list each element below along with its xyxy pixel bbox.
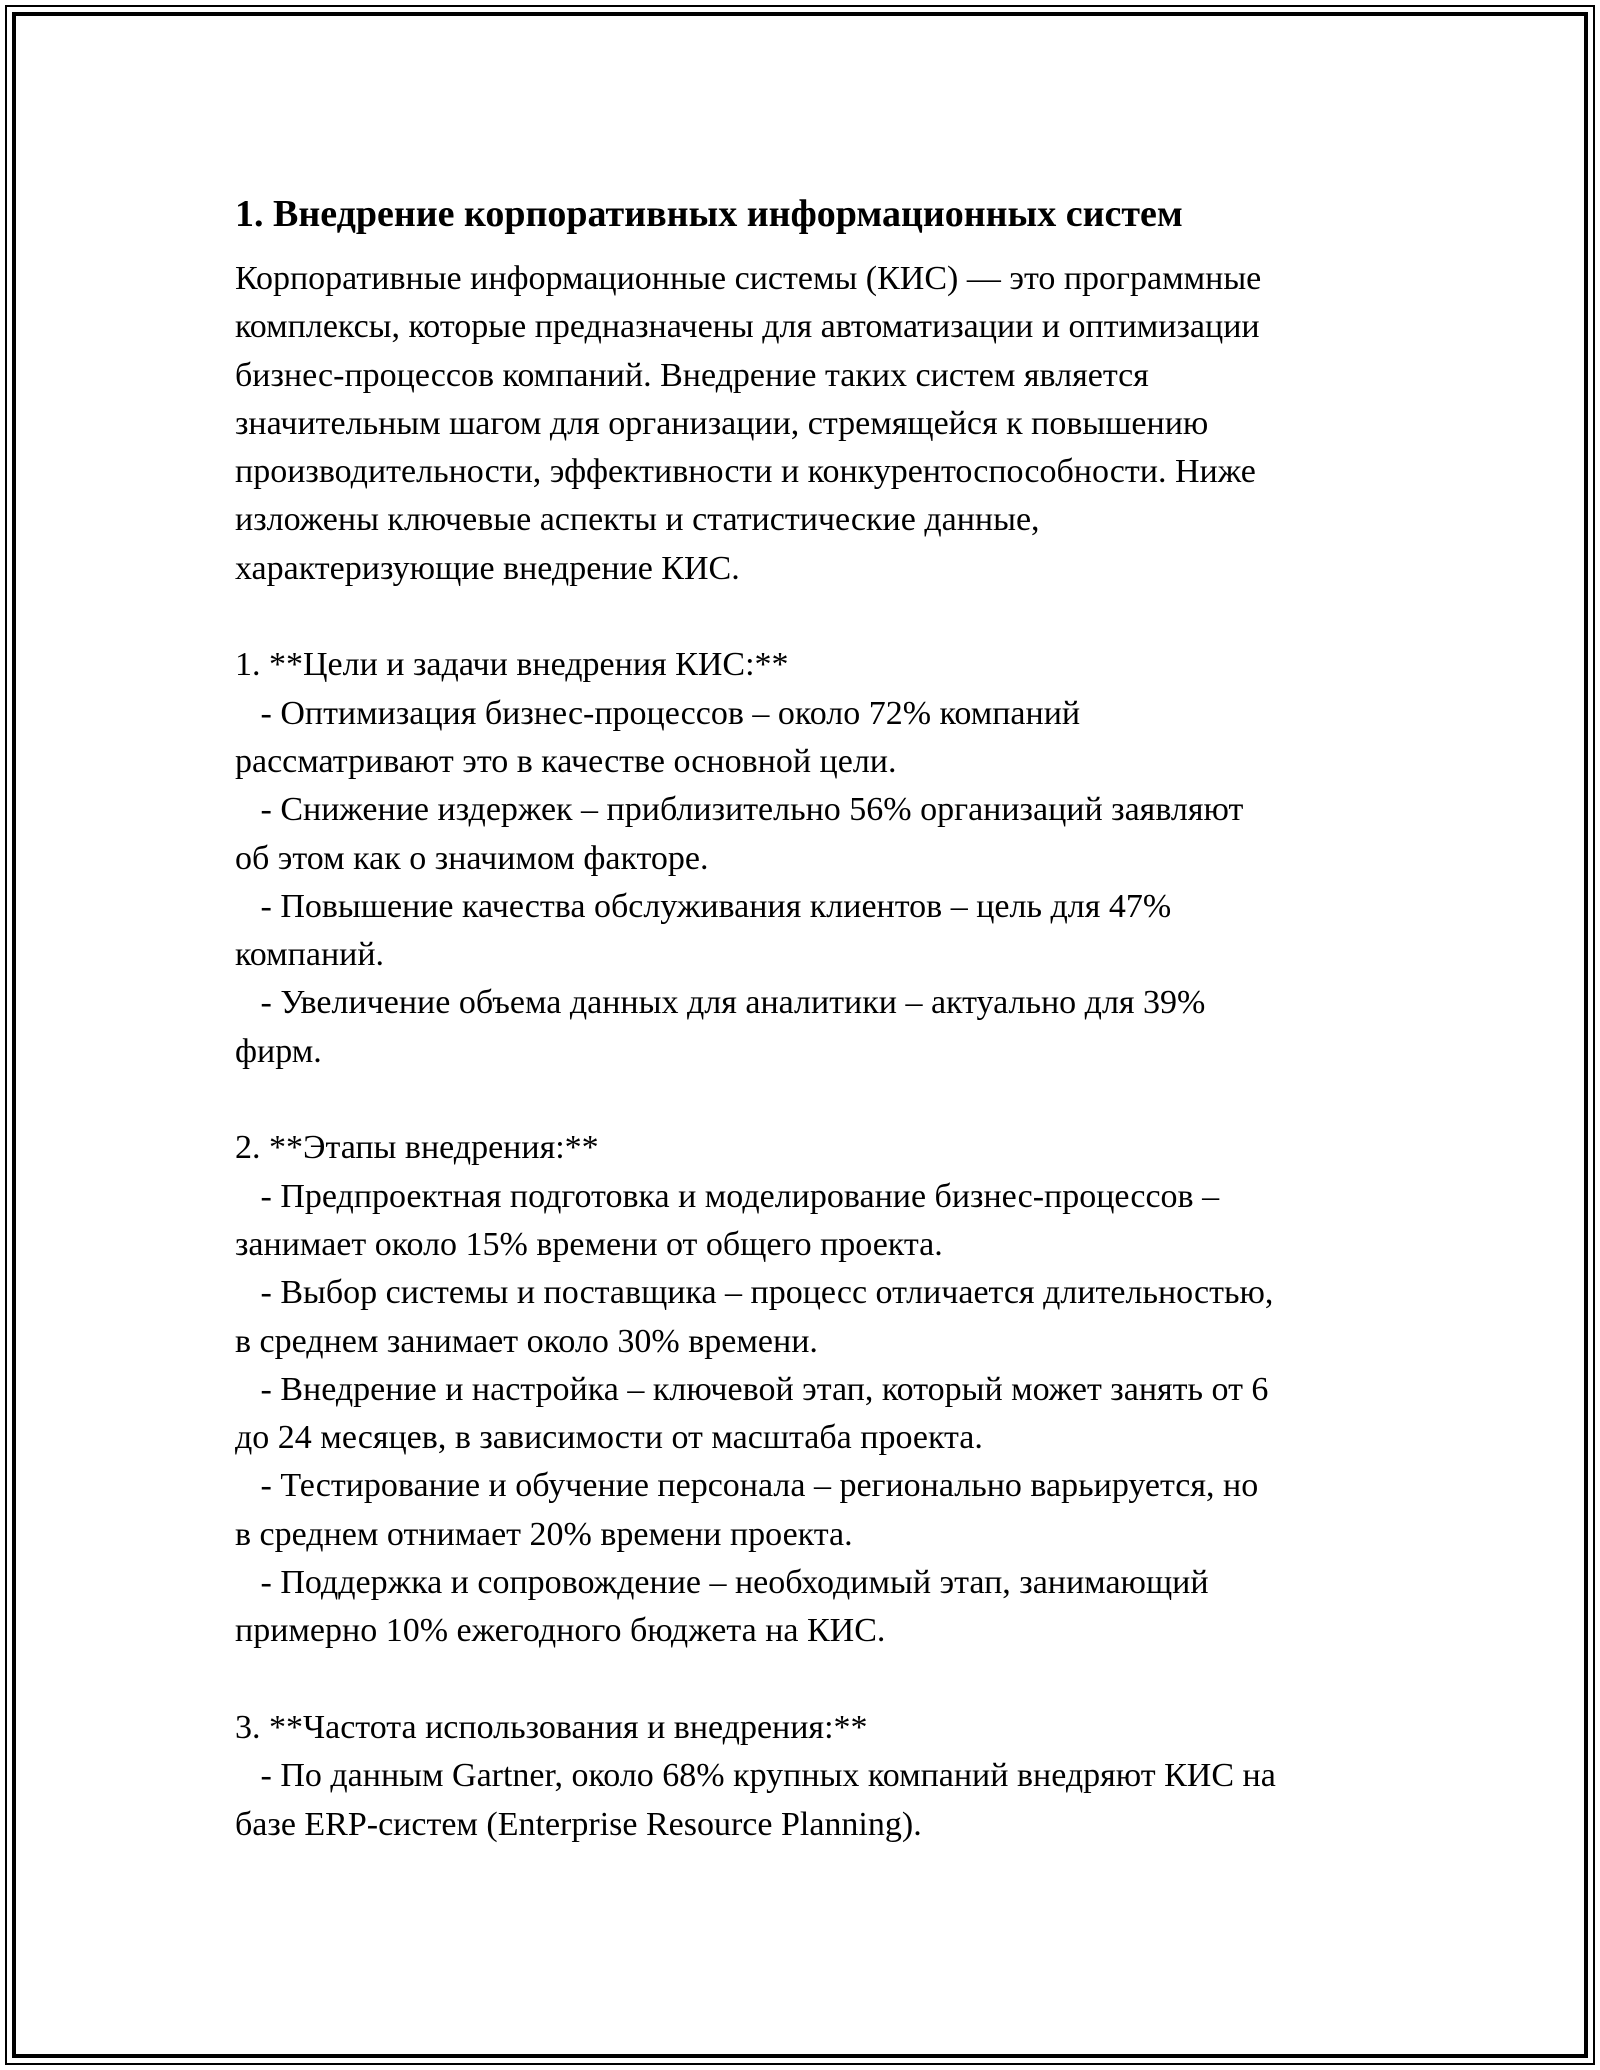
section-heading: 2. **Этапы внедрения:** (235, 1129, 599, 1167)
section-stages (235, 1124, 1385, 1655)
list-item: - Выбор системы и поставщика – процесс отличается длительностью, в среднем занимает около 30% времени. (235, 1274, 1274, 1360)
document-title: 1. Внедрение корпоративных информационных систем (235, 193, 1183, 235)
list-item: - По данным Gartner, около 68% крупных компаний внедряют КИС на базе ERP-систем (Enterprise Resource Planning). (235, 1757, 1276, 1843)
document-page (235, 185, 1385, 1849)
list-item: - Снижение издержек – приблизительно 56% организаций заявляют об этом как о значимом факторе. (235, 791, 1244, 877)
list-item: - Тестирование и обучение персонала – регионально варьируется, но в среднем отнимает 20% времени проекта. (235, 1467, 1259, 1553)
list-item: - Повышение качества обслуживания клиентов – цель для 47% компаний. (235, 887, 1172, 974)
list-item: - Оптимизация бизнес-процессов – около 72% компаний рассматривают это в качестве основной цели. (235, 694, 1081, 780)
section-frequency (235, 1704, 1385, 1849)
intro-paragraph: Корпоративные информационные системы (КИС) — это программные комплексы, которые предназначены для автоматизации и оптимизации бизнес-процессов компаний. Внедрение таких систем является значительным шагом для организации, стремящейся к повышению производительности, эффективности и конкурентоспособности. Ниже изложены ключевые аспекты и статистические данные, характеризующие внедрение КИС. (235, 260, 1262, 587)
list-item: - Внедрение и настройка – ключевой этап, который может занять от 6 до 24 месяцев, в зависимости от масштаба проекта. (235, 1370, 1269, 1457)
section-heading: 1. **Цели и задачи внедрения КИС:** (235, 646, 789, 684)
list-item: - Увеличение объема данных для аналитики – актуально для 39% фирм. (235, 984, 1206, 1070)
list-item: - Поддержка и сопровождение – необходимый этап, занимающий примерно 10% ежегодного бюджета на КИС. (235, 1564, 1209, 1650)
section-goals (235, 641, 1385, 1076)
list-item: - Предпроектная подготовка и моделирование бизнес-процессов – занимает около 15% времени от общего проекта. (235, 1177, 1220, 1263)
section-heading: 3. **Частота использования и внедрения:** (235, 1708, 868, 1746)
